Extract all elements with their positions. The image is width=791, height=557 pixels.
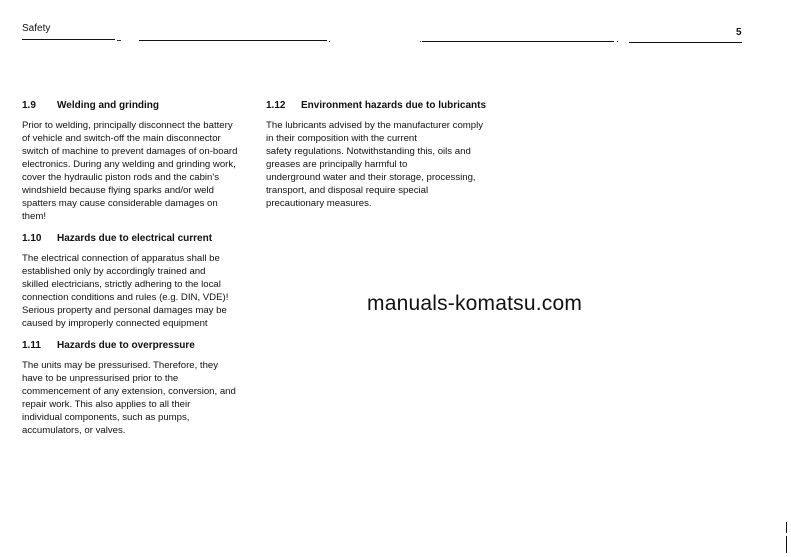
section-1-9 (22, 100, 267, 223)
body-line: transport, and disposal require special (266, 185, 429, 196)
body-line: spatters may cause considerable damages on (22, 198, 218, 209)
section-title: Hazards due to electrical current (57, 233, 213, 244)
body-line: accumulators, or valves. (22, 425, 126, 436)
section-1-11 (22, 340, 267, 437)
body-line: The units may be pressurised. Therefore, they (22, 360, 219, 371)
body-line: greases are principally harmful to (266, 159, 408, 170)
section-1-12 (266, 100, 516, 210)
running-header-title: Safety (22, 23, 51, 34)
section-number: 1.12 (266, 100, 286, 111)
body-line: windshield because flying sparks and/or weld (22, 185, 214, 196)
body-line: have to be unpressurised prior to the (22, 373, 179, 384)
crop-mark (786, 536, 787, 553)
right-column (266, 100, 516, 210)
section-body (22, 359, 267, 437)
section-number: 1.11 (22, 340, 41, 351)
body-line: commencement of any extension, conversion, and (22, 386, 236, 397)
section-heading (22, 100, 267, 111)
header-rule-dot (329, 41, 330, 42)
body-line: repair work. This also applies to all their (22, 399, 191, 410)
body-line: Prior to welding, principally disconnect the battery (22, 120, 233, 131)
body-line: cover the hydraulic piston rods and the cabin's (22, 172, 220, 183)
header-rule-dot (420, 41, 421, 42)
section-body (22, 252, 267, 330)
section-heading (22, 340, 267, 351)
header-rule-dot (617, 41, 618, 42)
body-line: caused by improperly connected equipment (22, 318, 208, 329)
body-line: individual components, such as pumps, (22, 412, 190, 423)
body-line: established only by accordingly trained and (22, 266, 206, 277)
header-rule (22, 39, 115, 40)
body-line: The lubricants advised by the manufacturer comply (266, 120, 484, 131)
body-line: The electrical connection of apparatus shall be (22, 253, 220, 264)
section-title: Welding and grinding (57, 100, 160, 111)
section-title: Hazards due to overpressure (57, 340, 195, 351)
body-line: underground water and their storage, processing, (266, 172, 476, 183)
body-line: precautionary measures. (266, 198, 372, 209)
left-column (22, 100, 267, 437)
body-line: safety regulations. Notwithstanding this, oils and (266, 146, 471, 157)
body-line: in their composition with the current (266, 133, 417, 144)
body-line: of vehicle and switch-off the main disconnector (22, 133, 221, 144)
header-rule-dash (117, 40, 121, 41)
section-title: Environment hazards due to lubricants (301, 100, 487, 111)
section-heading (266, 100, 516, 111)
section-body (22, 119, 267, 223)
section-number: 1.10 (22, 233, 42, 244)
section-body (266, 119, 516, 210)
section-1-10 (22, 233, 267, 330)
body-line: Serious property and personal damages may be (22, 305, 227, 316)
section-heading (22, 233, 267, 244)
section-number: 1.9 (22, 100, 36, 111)
header-rule (629, 42, 742, 43)
page-number: 5 (736, 27, 742, 38)
crop-mark (786, 522, 787, 533)
watermark-text: manuals-komatsu.com (367, 292, 583, 315)
header-rule (139, 40, 327, 41)
body-line: switch of machine to prevent damages of on-board (22, 146, 238, 157)
body-line: electronics. During any welding and grinding work, (22, 159, 236, 170)
body-line: skilled electricians, strictly adhering to the local (22, 279, 221, 290)
body-line: them! (22, 211, 46, 222)
header-rule (422, 41, 614, 42)
body-line: connection conditions and rules (e.g. DIN, VDE)! (22, 292, 229, 303)
